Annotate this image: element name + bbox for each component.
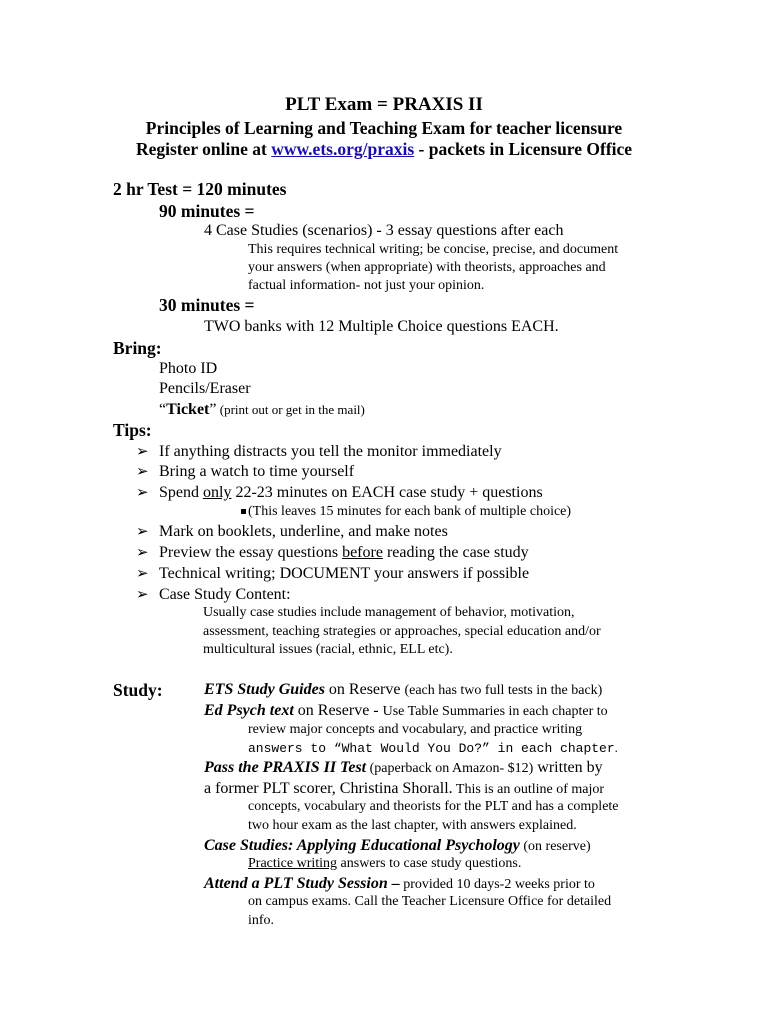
arrow-bullet-icon: ➢	[136, 485, 149, 501]
tip-text: Preview the essay questions	[159, 544, 343, 561]
bring-item-ticket	[159, 402, 365, 418]
arrow-bullet-icon: ➢	[136, 464, 149, 480]
tip-item: Case Study Content:	[159, 586, 291, 603]
study-note: (on reserve)	[519, 839, 591, 854]
study-praxis-line: concepts, vocabulary and theorists for the PLT and has a complete	[248, 799, 619, 814]
study-text: answers to case study questions.	[337, 856, 522, 871]
study-text: on Reserve -	[293, 702, 383, 719]
tip-item	[159, 545, 529, 561]
tip-item: Technical writing; DOCUMENT your answers if possible	[159, 565, 530, 582]
ticket-word: Ticket	[166, 401, 210, 418]
tip-item: Mark on booklets, underline, and make notes	[159, 523, 448, 540]
bring-item: Photo ID	[159, 360, 218, 377]
case-study-note-line: multicultural issues (racial, ethnic, ELL etc).	[203, 642, 453, 657]
study-text: on Reserve	[324, 681, 405, 698]
tip-underlined: before	[342, 544, 383, 561]
tip-item: If anything distracts you tell the monitor immediately	[159, 443, 502, 460]
part1-note-line: This requires technical writing; be concise, precise, and document	[248, 242, 619, 257]
register-prefix: Register online at	[135, 139, 272, 159]
study-text: a former PLT scorer, Christina Shorall.	[204, 780, 453, 797]
study-item-case-studies	[204, 838, 591, 854]
case-study-note-line: assessment, teaching strategies or approaches, special education and/or	[203, 624, 601, 639]
part2-item: TWO banks with 12 Multiple Choice questions EACH.	[204, 318, 559, 335]
page-title: PLT Exam = PRAXIS II	[285, 94, 483, 115]
study-title: Case Studies: Applying Educational Psychology	[204, 837, 520, 854]
study-item-session	[204, 876, 595, 892]
tip-text: reading the case study	[382, 544, 529, 561]
study-item-ets	[204, 682, 602, 698]
study-mono-text: answers to “What Would You Do?” in each chapter	[248, 741, 615, 756]
bring-heading: Bring:	[113, 338, 162, 358]
arrow-bullet-icon: ➢	[136, 587, 149, 603]
study-title: Ed Psych text	[204, 702, 294, 719]
arrow-bullet-icon: ➢	[136, 545, 149, 561]
bring-item: Pencils/Eraser	[159, 380, 251, 397]
part2-heading: 30 minutes =	[159, 295, 255, 315]
study-edpsych-line	[248, 741, 618, 755]
arrow-bullet-icon: ➢	[136, 444, 149, 460]
study-praxis-line	[204, 781, 604, 797]
case-study-note-line: Usually case studies include management of behavior, motivation,	[203, 605, 575, 620]
ticket-open-quote: “	[159, 401, 167, 418]
tip-underlined: only	[203, 484, 232, 501]
study-text: .	[614, 740, 618, 755]
study-heading: Study:	[113, 680, 163, 700]
ets-praxis-link[interactable]: www.ets.org/praxis	[271, 139, 415, 159]
ticket-close-quote: ”	[209, 401, 217, 418]
register-suffix: - packets in Licensure Office	[414, 139, 633, 159]
study-underlined: Practice writing	[248, 856, 338, 871]
tips-heading: Tips:	[113, 420, 152, 440]
tip-item: Bring a watch to time yourself	[159, 463, 355, 480]
study-item-edpsych	[204, 703, 608, 719]
part1-heading: 90 minutes =	[159, 201, 255, 221]
study-session-line: on campus exams. Call the Teacher Licensure Office for detailed	[248, 894, 612, 909]
test-heading: 2 hr Test = 120 minutes	[113, 179, 287, 199]
ticket-note: (print out or get in the mail)	[216, 402, 365, 417]
part1-note-line: factual information- not just your opinion.	[248, 278, 485, 293]
study-title: Attend a PLT Study Session –	[204, 875, 400, 892]
study-session-line: info.	[248, 913, 275, 928]
study-note: Use Table Summaries in each chapter to	[382, 704, 608, 719]
study-case-line	[248, 857, 521, 871]
study-note: provided 10 days-2 weeks prior to	[399, 877, 595, 892]
tip-text: Spend	[159, 484, 203, 501]
part1-item: 4 Case Studies (scenarios) - 3 essay questions after each	[204, 222, 564, 239]
study-title: ETS Study Guides	[204, 681, 325, 698]
page-subtitle: Principles of Learning and Teaching Exam for teacher licensure	[145, 118, 623, 138]
study-praxis-line: two hour exam as the last chapter, with answers explained.	[248, 818, 577, 833]
arrow-bullet-icon: ➢	[136, 524, 149, 540]
tip-text: 22-23 minutes on EACH case study + questions	[231, 484, 543, 501]
study-note: This is an outline of major	[452, 782, 605, 797]
tip-subnote: (This leaves 15 minutes for each bank of multiple choice)	[248, 504, 572, 519]
arrow-bullet-icon: ➢	[136, 566, 149, 582]
study-title: Pass the PRAXIS II Test	[204, 759, 367, 776]
study-text: written by	[533, 759, 603, 776]
study-edpsych-line: review major concepts and vocabulary, and practice writing	[248, 722, 583, 737]
tip-item	[159, 485, 543, 501]
study-item-praxis-book	[204, 760, 603, 776]
register-line	[0, 141, 768, 159]
study-note: (each has two full tests in the back)	[404, 683, 603, 698]
study-note: (paperback on Amazon- $12)	[366, 761, 534, 776]
square-bullet-icon	[241, 509, 246, 514]
part1-note-line: your answers (when appropriate) with theorists, approaches and	[248, 260, 606, 275]
